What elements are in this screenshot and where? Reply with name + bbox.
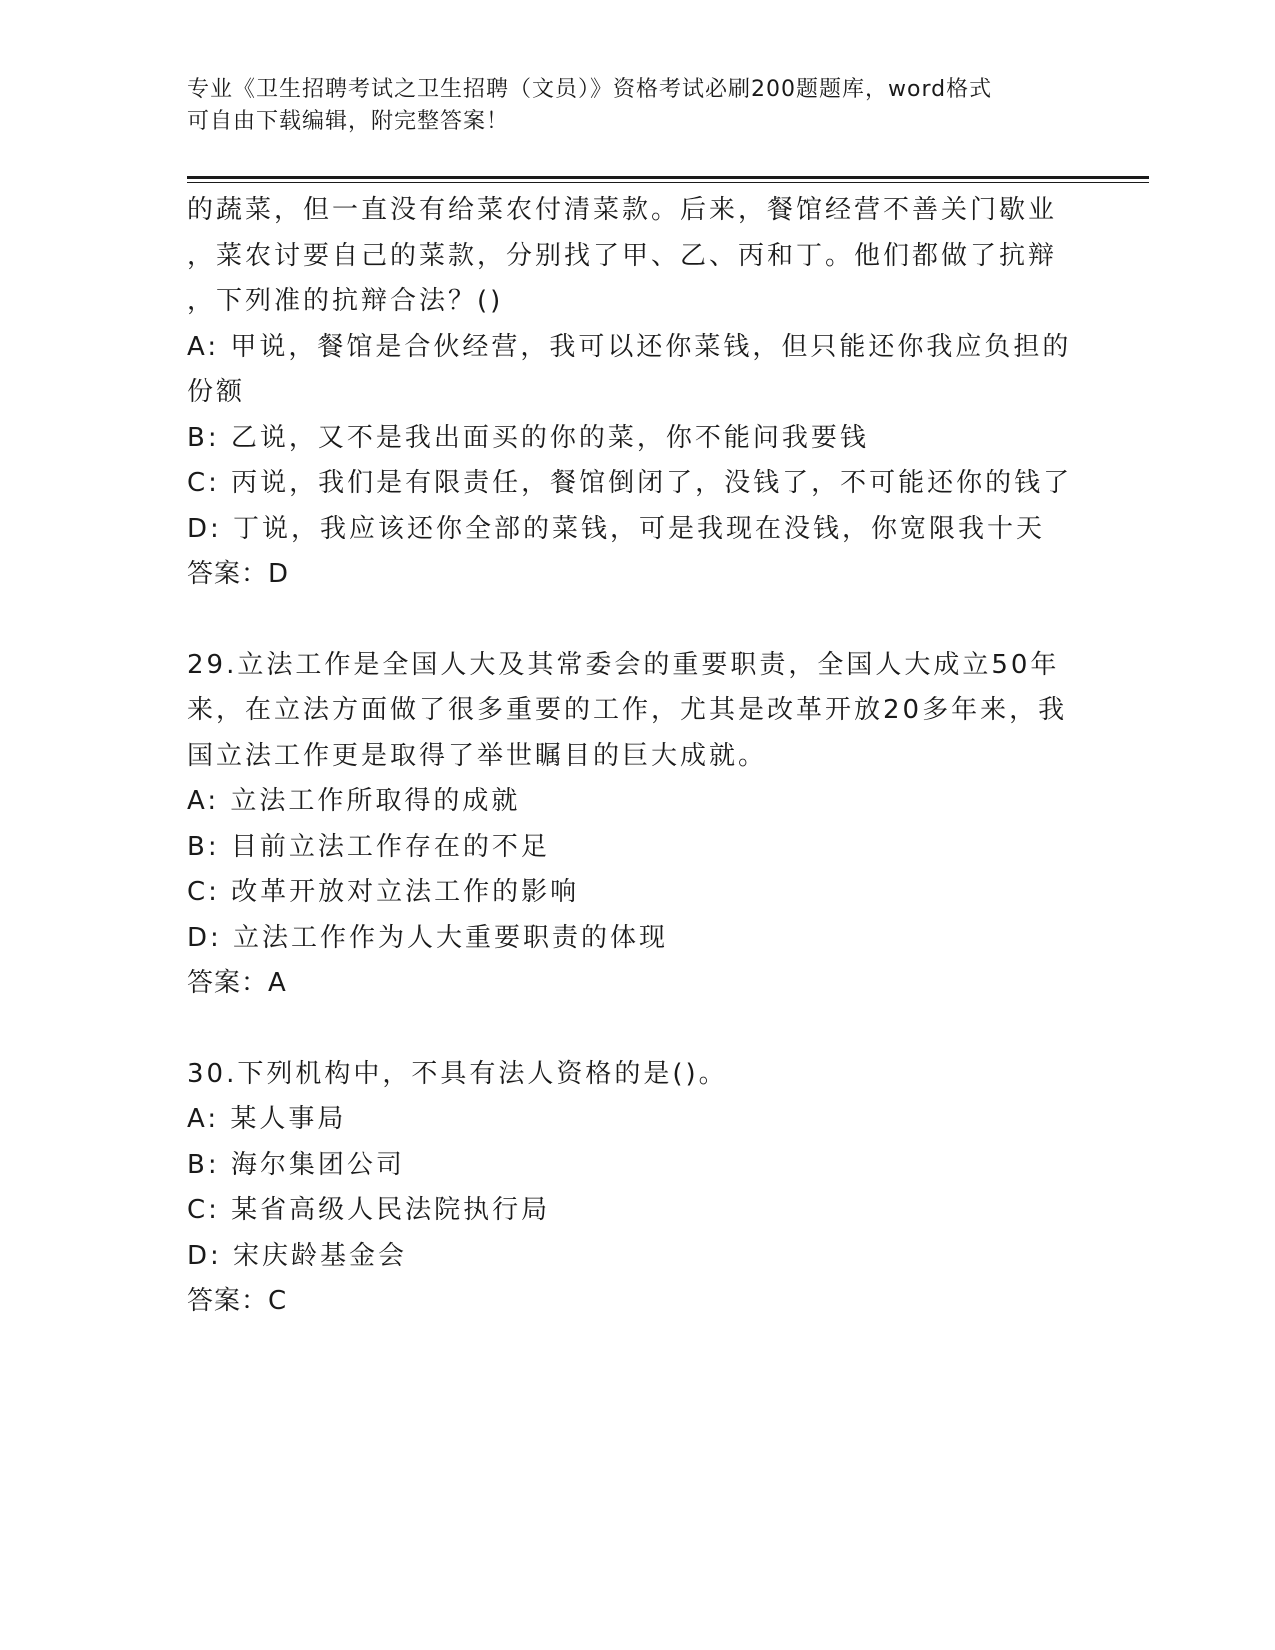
option-d: D: 丁说，我应该还你全部的菜钱，可是我现在没钱，你宽限我十天 — [187, 513, 1046, 544]
questions-content — [187, 188, 1087, 1325]
option-c: C: 某省高级人民法院执行局 — [187, 1195, 551, 1225]
answer-label: 答案：C — [187, 1286, 288, 1316]
header-divider-thin — [187, 182, 1149, 183]
question-stem-line: 国立法工作更是取得了举世瞩目的巨大成就。 — [187, 740, 768, 771]
question-28 — [187, 188, 1087, 598]
answer-label: 答案：A — [187, 968, 287, 998]
question-spacer — [187, 598, 1087, 643]
header-divider-thick — [187, 176, 1149, 179]
question-stem-line: 来，在立法方面做了很多重要的工作，尤其是改革开放20多年来，我 — [187, 695, 1068, 725]
option-d: D: 宋庆龄基金会 — [187, 1240, 408, 1271]
question-stem-line: 的蔬菜，但一直没有给菜农付清菜款。后来，餐馆经营不善关门歇业 — [187, 195, 1058, 225]
option-c: C: 改革开放对立法工作的影响 — [187, 877, 580, 907]
question-stem-line: 29.立法工作是全国人大及其常委会的重要职责，全国人大成立50年 — [187, 649, 1060, 680]
question-stem-line: 30.下列机构中，不具有法人资格的是()。 — [187, 1058, 728, 1089]
question-30 — [187, 1052, 1087, 1325]
option-a-continued: 份额 — [187, 377, 246, 407]
option-a: A: 某人事局 — [187, 1104, 347, 1134]
option-b: B: 乙说，又不是我出面买的你的菜，你不能问我要钱 — [187, 422, 869, 453]
option-c: C: 丙说，我们是有限责任，餐馆倒闭了，没钱了，不可能还你的钱了 — [187, 468, 1073, 498]
header-title-line-1: 专业《卫生招聘考试之卫生招聘（文员）》资格考试必刷200题题库，word格式 — [187, 77, 993, 102]
option-b: B: 目前立法工作存在的不足 — [187, 831, 550, 862]
page-header — [187, 74, 1087, 138]
option-b: B: 海尔集团公司 — [187, 1149, 405, 1180]
question-spacer — [187, 1007, 1087, 1052]
option-a: A: 立法工作所取得的成就 — [187, 786, 521, 816]
question-stem-line: ，下列准的抗辩合法？() — [187, 286, 504, 316]
option-a: A: 甲说，餐馆是合伙经营，我可以还你菜钱，但只能还你我应负担的 — [187, 331, 1072, 362]
header-title-line-2: 可自由下载编辑，附完整答案！ — [187, 109, 510, 134]
answer-label: 答案：D — [187, 559, 290, 589]
option-d: D: 立法工作作为人大重要职责的体现 — [187, 922, 669, 953]
question-29 — [187, 643, 1087, 1007]
question-stem-line: ，菜农讨要自己的菜款，分别找了甲、乙、丙和丁。他们都做了抗辩 — [187, 240, 1058, 271]
